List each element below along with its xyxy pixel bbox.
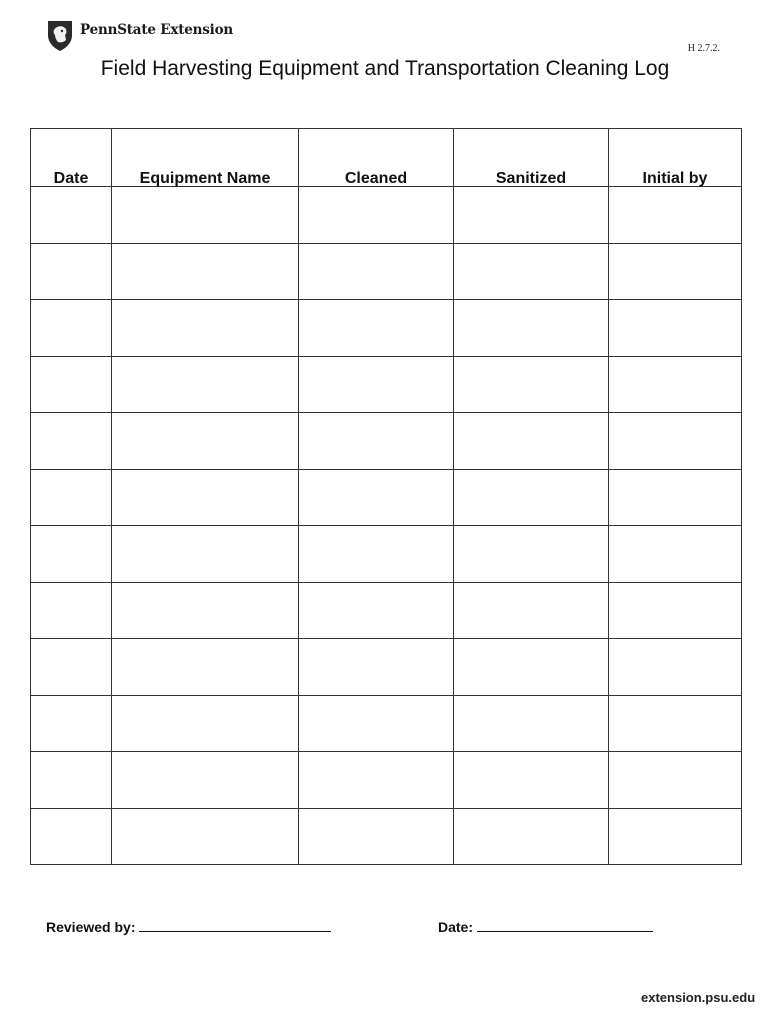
cell-cleaned[interactable] [299, 526, 454, 583]
cell-cleaned[interactable] [299, 752, 454, 809]
cell-initial-by[interactable] [609, 695, 742, 752]
column-header-date: Date [31, 129, 112, 187]
cell-equipment-name[interactable] [112, 639, 299, 696]
table-row [31, 356, 742, 413]
cleaning-log-table [30, 128, 742, 865]
cell-equipment-name[interactable] [112, 300, 299, 357]
column-header-initial-by: Initial by [609, 129, 742, 187]
reviewed-by-signature-line[interactable] [139, 919, 331, 932]
cell-initial-by[interactable] [609, 469, 742, 526]
column-header-equipment-name: Equipment Name [112, 129, 299, 187]
table-row [31, 752, 742, 809]
cell-equipment-name[interactable] [112, 469, 299, 526]
cell-sanitized[interactable] [454, 639, 609, 696]
brand-name: PennState Extension [80, 22, 233, 38]
cell-equipment-name[interactable] [112, 695, 299, 752]
cell-cleaned[interactable] [299, 187, 454, 244]
cell-sanitized[interactable] [454, 300, 609, 357]
review-date-line[interactable] [477, 919, 653, 932]
table-body [31, 187, 742, 865]
table-row [31, 808, 742, 865]
cell-equipment-name[interactable] [112, 187, 299, 244]
cell-cleaned[interactable] [299, 356, 454, 413]
cell-cleaned[interactable] [299, 639, 454, 696]
nittany-lion-shield-icon [46, 18, 74, 52]
cell-date[interactable] [31, 469, 112, 526]
table-row [31, 526, 742, 583]
cell-cleaned[interactable] [299, 582, 454, 639]
cell-sanitized[interactable] [454, 243, 609, 300]
cell-sanitized[interactable] [454, 808, 609, 865]
cell-cleaned[interactable] [299, 413, 454, 470]
review-date-field[interactable] [438, 919, 653, 935]
cell-sanitized[interactable] [454, 526, 609, 583]
cell-date[interactable] [31, 356, 112, 413]
cell-sanitized[interactable] [454, 356, 609, 413]
review-date-label: Date: [438, 919, 474, 935]
reviewed-by-field[interactable] [46, 919, 331, 935]
cell-sanitized[interactable] [454, 752, 609, 809]
cell-date[interactable] [31, 639, 112, 696]
cell-equipment-name[interactable] [112, 243, 299, 300]
cell-cleaned[interactable] [299, 469, 454, 526]
cell-cleaned[interactable] [299, 243, 454, 300]
cell-date[interactable] [31, 413, 112, 470]
cell-date[interactable] [31, 695, 112, 752]
cell-equipment-name[interactable] [112, 413, 299, 470]
cell-sanitized[interactable] [454, 695, 609, 752]
table-row [31, 243, 742, 300]
table-row [31, 582, 742, 639]
cell-equipment-name[interactable] [112, 582, 299, 639]
cell-sanitized[interactable] [454, 187, 609, 244]
table-row [31, 413, 742, 470]
form-code: H 2.7.2. [687, 43, 720, 54]
column-header-sanitized: Sanitized [454, 129, 609, 187]
cell-initial-by[interactable] [609, 639, 742, 696]
cell-date[interactable] [31, 243, 112, 300]
cell-initial-by[interactable] [609, 413, 742, 470]
cell-initial-by[interactable] [609, 300, 742, 357]
pennstate-extension-logo [46, 18, 233, 54]
cell-date[interactable] [31, 187, 112, 244]
column-header-cleaned: Cleaned [299, 129, 454, 187]
cell-initial-by[interactable] [609, 752, 742, 809]
cell-cleaned[interactable] [299, 808, 454, 865]
cell-cleaned[interactable] [299, 300, 454, 357]
cell-initial-by[interactable] [609, 187, 742, 244]
website-url: extension.psu.edu [641, 990, 756, 1005]
table-row [31, 300, 742, 357]
table-header-row [31, 129, 742, 187]
cell-initial-by[interactable] [609, 582, 742, 639]
cell-cleaned[interactable] [299, 695, 454, 752]
cell-equipment-name[interactable] [112, 356, 299, 413]
table-row [31, 695, 742, 752]
cell-initial-by[interactable] [609, 356, 742, 413]
reviewed-by-label: Reviewed by: [46, 919, 136, 935]
cell-initial-by[interactable] [609, 526, 742, 583]
table-row [31, 469, 742, 526]
cell-sanitized[interactable] [454, 413, 609, 470]
cell-date[interactable] [31, 752, 112, 809]
cell-equipment-name[interactable] [112, 808, 299, 865]
cell-sanitized[interactable] [454, 469, 609, 526]
cell-equipment-name[interactable] [112, 752, 299, 809]
table-row [31, 187, 742, 244]
page-title: Field Harvesting Equipment and Transportation Cleaning Log [100, 57, 670, 80]
cell-sanitized[interactable] [454, 582, 609, 639]
cell-initial-by[interactable] [609, 808, 742, 865]
cell-date[interactable] [31, 300, 112, 357]
cell-date[interactable] [31, 582, 112, 639]
table-row [31, 639, 742, 696]
cell-equipment-name[interactable] [112, 526, 299, 583]
cell-date[interactable] [31, 808, 112, 865]
cell-date[interactable] [31, 526, 112, 583]
cell-initial-by[interactable] [609, 243, 742, 300]
